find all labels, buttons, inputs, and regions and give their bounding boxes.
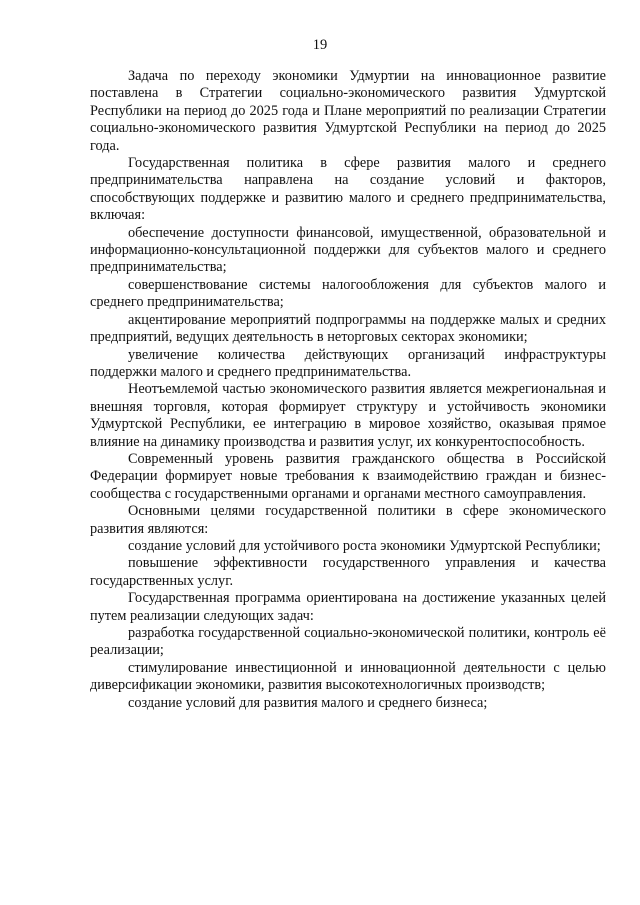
list-item-sustainable-growth: создание условий для устойчивого роста экономики Удмуртской Республики; bbox=[128, 537, 601, 554]
list-item-governance-efficiency: повышение эффективности государственного управления и качества государственных услуг. bbox=[90, 555, 606, 589]
list-item-infrastructure: увеличение количества действующих организаций инфраструктуры поддержки малого и среднего предпринимательства. bbox=[90, 346, 606, 380]
paragraph-civil-society: Современный уровень развития гражданского общества в Российской Федерации формирует новые требования к взаимодействию граждан и бизнес-сообщества с государственными органами и органами местного самоуправления. bbox=[90, 450, 606, 502]
list-item-policy-development: разработка государственной социально-экономической политики, контроль её реализации; bbox=[90, 625, 606, 659]
paragraph-trade: Неотъемлемой частью экономического развития является межрегиональная и внешняя торговля, которая формирует структуру и устойчивость экономики Удмуртской Республики, ее интеграцию в мировое хозяйство, оказывая прямое влияние на динамику производства и развития услуг, их конкурентоспособность. bbox=[90, 381, 606, 450]
list-item-non-trade-sectors: акцентирование мероприятий подпрограммы на поддержке малых и средних предприятий, ведущих деятельность в неторговых секторах экономики; bbox=[90, 311, 606, 346]
paragraph-program-tasks: Государственная программа ориентирована на достижение указанных целей путем реализации следующих задач: bbox=[90, 590, 606, 624]
paragraph-policy-goals: Основными целями государственной политики в сфере экономического развития являются: bbox=[90, 503, 606, 537]
page-number: 19 bbox=[312, 37, 328, 53]
list-item-support-access: обеспечение доступности финансовой, имущественной, образовательной и информационно-консультационной поддержки для субъектов малого и среднего предпринимательства; bbox=[90, 224, 606, 276]
paragraph-innovation-task: Задача по переходу экономики Удмуртии на инновационное развитие поставлена в Стратегии социально-экономического развития Удмуртской Республики на период до 2025 года и Плане мероприятий по реализации Стратегии социально-экономического развития Удмуртской Республики на период до 2025 года. bbox=[90, 68, 606, 154]
paragraph-sme-policy: Государственная политика в сфере развития малого и среднего предпринимательства направлена на создание условий и факторов, способствующих поддержке и развитию малого и среднего предпринимательства, включая: bbox=[90, 155, 606, 224]
list-item-investment-stimulation: стимулирование инвестиционной и инновационной деятельности с целью диверсификации экономики, развития высокотехнологичных производств; bbox=[90, 659, 606, 694]
document-body bbox=[90, 68, 606, 712]
list-item-tax-system: совершенствование системы налогообложения для субъектов малого и среднего предпринимательства; bbox=[90, 276, 606, 311]
list-item-small-business-conditions: создание условий для развития малого и среднего бизнеса; bbox=[128, 694, 488, 711]
